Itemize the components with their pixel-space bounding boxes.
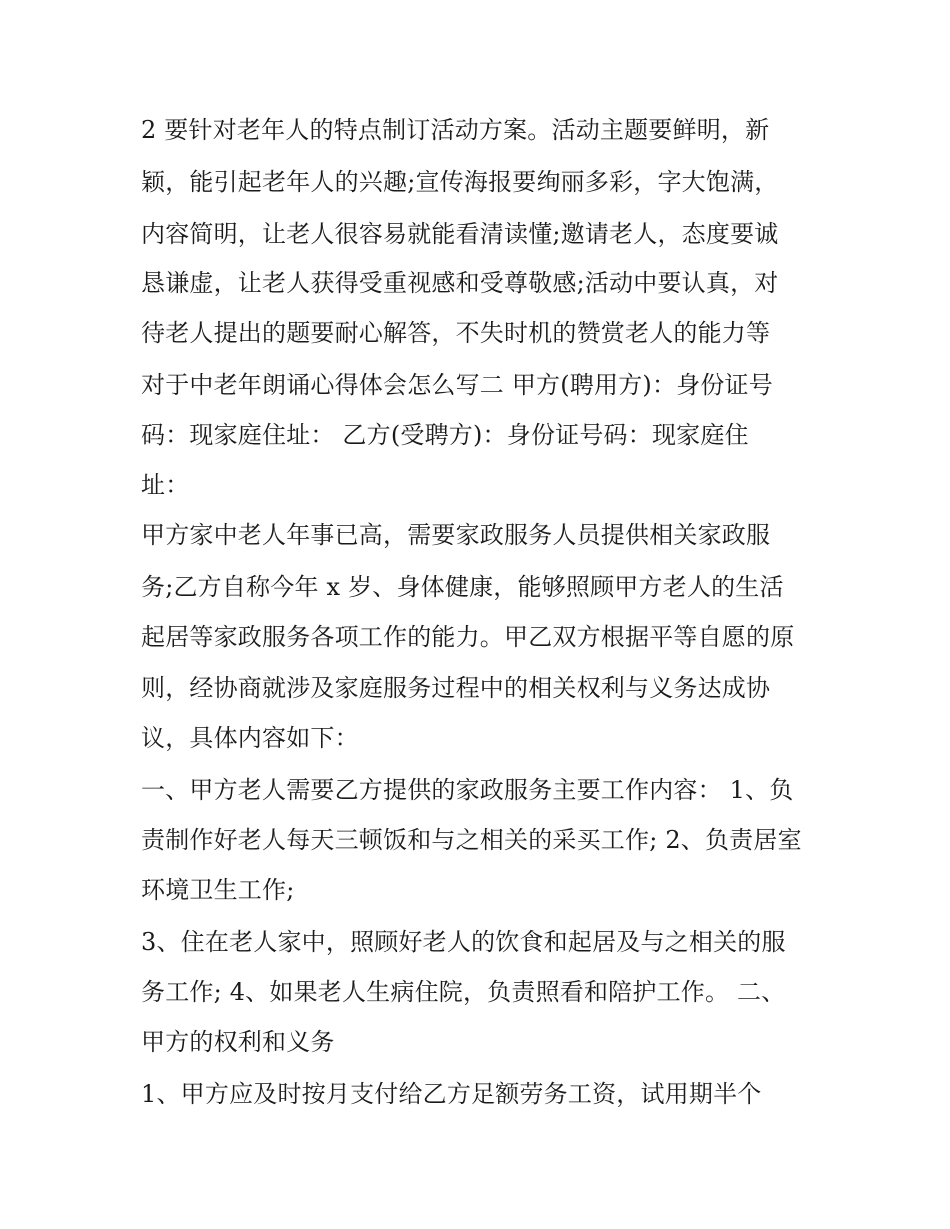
text-line: 一、甲方老人需要乙方提供的家政服务主要工作内容： 1、负 <box>141 776 794 804</box>
text-line: 对于中老年朗诵心得体会怎么写二 甲方(聘用方)：身份证号 <box>141 371 773 399</box>
text-line: 1、甲方应及时按月支付给乙方足额劳务工资，试用期半个 <box>141 1080 762 1108</box>
text-line: 内容简明，让老人很容易就能看清读懂;邀请老人，态度要诚 <box>141 220 779 248</box>
text-line: 颖，能引起老年人的兴趣;宣传海报要绚丽多彩，字大饱满， <box>141 168 779 196</box>
text-line: 责制作好老人每天三顿饭和与之相关的采买工作; 2、负责居室 <box>141 826 802 854</box>
text-line: 3、住在老人家中，照顾好老人的饮食和起居及与之相关的服 <box>141 928 786 956</box>
text-line: 务;乙方自称今年 x 岁、身体健康，能够照顾甲方老人的生活 <box>141 573 784 601</box>
text-line: 环境卫生工作; <box>141 876 295 904</box>
text-line: 恳谦虚，让老人获得受重视感和受尊敬感;活动中要认真，对 <box>141 269 779 297</box>
text-line: 码：现家庭住址： 乙方(受聘方)：身份证号码：现家庭住 <box>141 421 749 449</box>
text-line: 起居等家政服务各项工作的能力。甲乙双方根据平等自愿的原 <box>141 623 795 651</box>
text-line: 务工作; 4、如果老人生病住院，负责照看和陪护工作。 二、 <box>141 978 786 1006</box>
text-line: 议，具体内容如下： <box>141 724 359 752</box>
text-line: 址： <box>141 471 190 499</box>
text-line: 待老人提出的题要耐心解答，不失时机的赞赏老人的能力等 <box>141 319 771 347</box>
text-line: 则，经协商就涉及家庭服务过程中的相关权利与义务达成协 <box>141 674 771 702</box>
text-line: 甲方家中老人年事已高，需要家政服务人员提供相关家政服 <box>141 521 771 549</box>
text-line: 2 要针对老年人的特点制订活动方案。活动主题要鲜明，新 <box>141 116 770 144</box>
text-line: 甲方的权利和义务 <box>141 1028 335 1056</box>
